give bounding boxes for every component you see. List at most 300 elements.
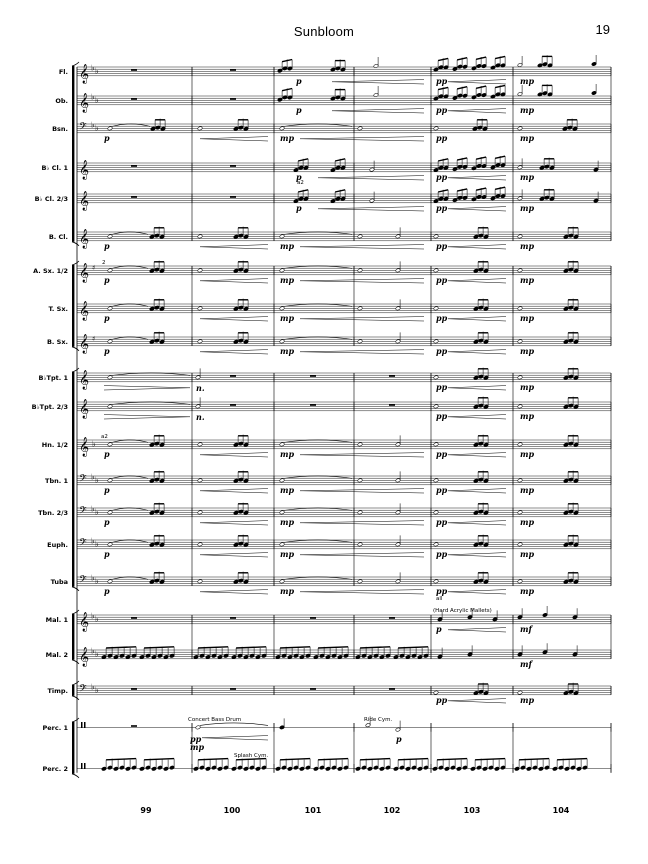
notehead	[433, 442, 438, 447]
measure-number: 100	[223, 806, 241, 815]
whole-rest-icon	[310, 404, 316, 406]
flat-icon: ♭	[91, 682, 95, 692]
a2-annotation: a2	[297, 179, 304, 186]
bass-clef-icon: 𝄢	[79, 472, 87, 487]
instrument-label: Timp.	[47, 686, 68, 695]
dynamic-marking: p	[396, 733, 402, 744]
notehead	[279, 306, 284, 311]
flat-icon: ♭	[95, 123, 99, 133]
crescendo-hairpin	[300, 590, 424, 594]
measure-number: 103	[463, 806, 481, 815]
dynamic-marking: mp	[280, 448, 295, 459]
flat-icon: ♭	[95, 507, 99, 517]
all-annotation: all	[436, 595, 443, 602]
treble-clef-icon: 𝄞	[79, 333, 90, 354]
crescendo-hairpin	[318, 207, 424, 211]
notehead	[517, 442, 522, 447]
dynamic-marking: mp	[520, 171, 535, 182]
crescendo-hairpin	[300, 317, 424, 321]
dynamic-marking: pp	[436, 548, 448, 559]
notehead	[107, 306, 112, 311]
flat-icon: ♭	[95, 576, 99, 586]
dynamic-marking: mp	[520, 484, 535, 495]
beam	[318, 759, 348, 760]
notehead	[517, 478, 522, 483]
crescendo-hairpin	[300, 553, 424, 557]
dynamic-marking: mp	[520, 448, 535, 459]
notehead	[197, 339, 202, 344]
dynamic-marking: mp	[280, 484, 295, 495]
dynamic-marking: mp	[520, 312, 535, 323]
dynamic-marking: pp	[436, 240, 448, 251]
dynamic-marking: mp	[280, 585, 295, 596]
dynamic-marking: pp	[436, 694, 448, 705]
instrument-label: Tbn. 1	[45, 476, 68, 485]
treble-clef-icon: 𝄞	[79, 398, 90, 419]
instrument-label: Hn. 1/2	[41, 440, 68, 449]
flat-icon: ♭	[91, 63, 95, 73]
crescendo-hairpin	[332, 109, 424, 113]
beam	[557, 759, 587, 760]
instrument-label: B. Sx.	[46, 337, 68, 346]
whole-rest-icon	[131, 165, 137, 167]
beam	[280, 759, 310, 760]
dynamic-marking: mp	[280, 345, 295, 356]
notehead	[433, 478, 438, 483]
crescendo-hairpin	[300, 350, 424, 354]
dynamic-marking: pp	[436, 381, 448, 392]
notehead	[433, 579, 438, 584]
dynamic-marking: p	[104, 516, 110, 527]
notehead	[433, 404, 438, 409]
treble-clef-icon: 𝄞	[79, 262, 90, 283]
notehead	[279, 268, 284, 273]
whole-rest-icon	[230, 69, 236, 71]
notehead	[357, 442, 362, 447]
treble-clef-icon: 𝄞	[79, 228, 90, 249]
notehead	[107, 268, 112, 273]
group-bracket	[72, 372, 74, 587]
notehead	[357, 306, 362, 311]
notehead	[357, 579, 362, 584]
crescendo-hairpin	[200, 590, 268, 594]
treble-clef-icon: 𝄞	[79, 436, 90, 457]
instrument-label: Perc. 2	[42, 764, 68, 773]
instrument-label: Bsn.	[52, 124, 68, 133]
instrument-label: Perc. 1	[42, 723, 68, 732]
whole-rest-icon	[230, 375, 236, 377]
bracket-hook-bottom	[72, 347, 79, 351]
notehead	[279, 510, 284, 515]
notehead	[433, 126, 438, 131]
notehead	[517, 375, 522, 380]
whole-rest-icon	[131, 98, 137, 100]
notehead	[517, 126, 522, 131]
treble-clef-icon: 𝄞	[79, 646, 90, 667]
crescendo-hairpin	[300, 489, 424, 493]
crescendo-hairpin	[300, 453, 424, 457]
mallet-annotation: (Hard Acrylic Mallets)	[433, 608, 492, 614]
dynamic-marking: pp	[190, 733, 202, 744]
dynamic-marking: pp	[436, 104, 448, 115]
flat-icon: ♭	[95, 685, 99, 695]
crescendo-hairpin	[448, 317, 506, 321]
dynamic-marking: mp	[280, 132, 295, 143]
treble-clef-icon: 𝄞	[79, 300, 90, 321]
notehead	[357, 268, 362, 273]
notehead	[107, 579, 112, 584]
dynamic-marking: pp	[436, 312, 448, 323]
dynamic-marking: mp	[520, 274, 535, 285]
crescendo-hairpin	[448, 415, 506, 419]
notehead	[357, 339, 362, 344]
notehead	[517, 234, 522, 239]
dynamic-marking: p	[436, 623, 442, 634]
niente-marking: n.	[196, 411, 205, 422]
whole-rest-icon	[230, 98, 236, 100]
tie-slur	[200, 723, 268, 726]
decrescendo-hairpin	[104, 415, 190, 419]
crescendo-hairpin	[200, 521, 268, 525]
crescendo-hairpin	[448, 489, 506, 493]
dynamic-marking: p	[296, 75, 302, 86]
crescendo-hairpin	[200, 279, 268, 283]
beam	[280, 647, 310, 648]
dynamic-marking: mp	[280, 548, 295, 559]
flat-icon: ♭	[91, 646, 95, 656]
bracket-hook-top	[72, 681, 79, 685]
beam	[398, 647, 428, 648]
dynamic-marking: mp	[520, 345, 535, 356]
crescendo-hairpin	[448, 453, 506, 457]
instrument-change-annotation: Splash Cym.	[234, 753, 269, 759]
crescendo-hairpin	[300, 279, 424, 283]
sharp-icon: ♯	[92, 264, 96, 273]
bass-clef-icon: 𝄢	[79, 120, 87, 135]
whole-rest-icon	[389, 404, 395, 406]
crescendo-hairpin	[448, 279, 506, 283]
instrument-label: Mal. 2	[45, 650, 68, 659]
crescendo-hairpin	[448, 386, 506, 390]
instrument-change-annotation: Concert Bass Drum	[188, 717, 242, 723]
notehead	[107, 510, 112, 515]
measure-number: 102	[383, 806, 401, 815]
dynamic-marking: mp	[520, 548, 535, 559]
beam	[398, 759, 428, 760]
bass-clef-icon: 𝄢	[79, 682, 87, 697]
instrument-label: Euph.	[47, 540, 68, 549]
whole-rest-icon	[389, 375, 395, 377]
notehead	[279, 442, 284, 447]
dynamic-marking: mp	[520, 75, 535, 86]
notehead	[279, 579, 284, 584]
measure-number: 99	[140, 806, 152, 815]
instrument-label: Ob.	[55, 96, 68, 105]
notehead	[433, 339, 438, 344]
notehead	[107, 404, 112, 409]
notehead	[197, 510, 202, 515]
group-bracket	[72, 685, 74, 696]
whole-rest-icon	[230, 688, 236, 690]
instrument-label: B♭ Cl. 2/3	[34, 194, 68, 203]
page-title: Sunbloom	[293, 24, 355, 39]
bass-clef-icon: 𝄢	[79, 504, 87, 519]
dynamic-marking: mp	[280, 274, 295, 285]
percussion-clef-icon	[81, 763, 83, 769]
notehead	[197, 579, 202, 584]
dynamic-marking: mf	[520, 658, 532, 669]
notehead	[517, 339, 522, 344]
crescendo-hairpin	[200, 245, 268, 249]
beam	[144, 647, 174, 648]
notehead	[357, 542, 362, 547]
sharp-icon: ♯	[92, 335, 96, 344]
notehead	[195, 725, 200, 730]
crescendo-hairpin	[448, 245, 506, 249]
crescendo-hairpin	[318, 176, 424, 180]
notehead	[107, 339, 112, 344]
beam	[519, 759, 549, 760]
whole-rest-icon	[389, 617, 395, 619]
flat-icon: ♭	[95, 649, 99, 659]
crescendo-hairpin	[448, 207, 506, 211]
dynamic-marking: mp	[190, 741, 205, 752]
dynamic-marking: mp	[520, 585, 535, 596]
dynamic-marking: pp	[436, 132, 448, 143]
notehead	[107, 478, 112, 483]
whole-rest-icon	[230, 617, 236, 619]
notehead	[357, 478, 362, 483]
crescendo-hairpin	[448, 176, 506, 180]
dynamic-marking: pp	[436, 274, 448, 285]
instrument-label: Fl.	[58, 67, 68, 76]
a2-annotation: a2	[101, 434, 108, 440]
flat-icon: ♭	[91, 472, 95, 482]
flat-icon: ♭	[91, 611, 95, 621]
bass-clef-icon: 𝄢	[79, 573, 87, 588]
instrument-label: Tuba	[50, 577, 68, 586]
instrument-label: A. Sx. 1/2	[33, 266, 68, 275]
notehead	[357, 234, 362, 239]
dynamic-marking: mp	[520, 694, 535, 705]
notehead	[197, 126, 202, 131]
notehead	[197, 306, 202, 311]
notehead	[279, 126, 284, 131]
crescendo-hairpin	[200, 317, 268, 321]
whole-rest-icon	[131, 725, 137, 727]
notehead	[433, 306, 438, 311]
whole-rest-icon	[310, 688, 316, 690]
notehead	[197, 542, 202, 547]
dynamic-marking: p	[104, 132, 110, 143]
dynamic-marking: pp	[436, 585, 448, 596]
notehead	[433, 542, 438, 547]
beam	[106, 759, 136, 760]
measure-number: 101	[304, 806, 322, 815]
beam	[198, 759, 228, 760]
percussion-clef-icon	[84, 722, 86, 728]
crescendo-hairpin	[200, 553, 268, 557]
instrument-label: Tbn. 2/3	[38, 508, 68, 517]
flat-icon: ♭	[95, 95, 99, 105]
whole-rest-icon	[131, 688, 137, 690]
instrument-label: T. Sx.	[48, 304, 68, 313]
group-bracket	[72, 265, 74, 347]
bracket-hook-bottom	[72, 242, 79, 246]
crescendo-hairpin	[448, 590, 506, 594]
dynamic-marking: p	[104, 448, 110, 459]
notehead	[517, 510, 522, 515]
beam	[106, 647, 136, 648]
whole-rest-icon	[310, 375, 316, 377]
dynamic-marking: pp	[436, 410, 448, 421]
group-bracket	[72, 614, 74, 660]
notehead	[107, 542, 112, 547]
whole-rest-icon	[389, 688, 395, 690]
flat-icon: ♭	[95, 539, 99, 549]
flat-icon: ♭	[95, 66, 99, 76]
dynamic-marking: pp	[436, 516, 448, 527]
group-bracket	[72, 66, 74, 242]
whole-rest-icon	[131, 69, 137, 71]
bracket-hook-top	[72, 718, 79, 722]
whole-rest-icon	[131, 196, 137, 198]
whole-rest-icon	[131, 617, 137, 619]
crescendo-hairpin	[448, 109, 506, 113]
treble-clef-icon: 𝄞	[79, 92, 90, 113]
beam	[198, 647, 228, 648]
crescendo-hairpin	[200, 489, 268, 493]
notehead	[433, 510, 438, 515]
dynamic-marking: p	[104, 240, 110, 251]
dynamic-marking: mp	[280, 240, 295, 251]
beam	[360, 647, 390, 648]
bracket-hook-bottom	[72, 696, 79, 700]
notehead	[517, 268, 522, 273]
dynamic-marking: p	[104, 312, 110, 323]
dynamic-marking: mp	[520, 104, 535, 115]
bracket-hook-top	[72, 368, 79, 372]
instrument-label: B♭Tpt. 1	[38, 373, 68, 382]
treble-clef-icon: 𝄞	[79, 190, 90, 211]
notehead	[517, 404, 522, 409]
dynamic-marking: mp	[280, 516, 295, 527]
whole-rest-icon	[310, 617, 316, 619]
dynamic-marking: pp	[436, 171, 448, 182]
niente-marking: n.	[196, 382, 205, 393]
crescendo-hairpin	[448, 350, 506, 354]
percussion-clef-icon	[84, 763, 86, 769]
instrument-label: B♭Tpt. 2/3	[31, 402, 68, 411]
crescendo-hairpin	[448, 80, 506, 84]
dynamic-marking: pp	[436, 448, 448, 459]
crescendo-hairpin	[200, 350, 268, 354]
divisi-annotation: 2	[102, 260, 106, 266]
bracket-hook-top	[72, 610, 79, 614]
treble-clef-icon: 𝄞	[79, 159, 90, 180]
notehead	[197, 442, 202, 447]
notehead	[279, 542, 284, 547]
dynamic-marking: p	[104, 585, 110, 596]
treble-clef-icon: 𝄞	[79, 63, 90, 84]
flat-icon: ♭	[95, 475, 99, 485]
bracket-hook-bottom	[72, 660, 79, 664]
dynamic-marking: p	[296, 171, 302, 182]
crescendo-hairpin	[200, 137, 268, 141]
notehead	[279, 339, 284, 344]
notehead	[197, 478, 202, 483]
dynamic-marking: pp	[436, 484, 448, 495]
instrument-label: Mal. 1	[45, 615, 68, 624]
beam	[236, 647, 266, 648]
beam	[437, 759, 467, 760]
crescendo-hairpin	[202, 736, 268, 740]
dynamic-marking: pp	[436, 345, 448, 356]
dynamic-marking: mp	[280, 312, 295, 323]
notehead	[433, 234, 438, 239]
crescendo-hairpin	[300, 245, 424, 249]
notehead	[517, 542, 522, 547]
dynamic-marking: p	[104, 548, 110, 559]
dynamic-marking: mp	[520, 202, 535, 213]
crescendo-hairpin	[200, 453, 268, 457]
beam	[360, 759, 390, 760]
crescendo-hairpin	[448, 699, 506, 703]
dynamic-marking: mp	[520, 410, 535, 421]
crescendo-hairpin	[332, 80, 424, 84]
notehead	[107, 126, 112, 131]
notehead	[433, 268, 438, 273]
page-number: 19	[595, 22, 610, 37]
notehead	[107, 234, 112, 239]
instrument-change-annotation: Ride Cym.	[364, 717, 393, 723]
dynamic-marking: mf	[520, 623, 532, 634]
whole-rest-icon	[230, 196, 236, 198]
dynamic-marking: p	[104, 484, 110, 495]
dynamic-marking: mp	[520, 132, 535, 143]
whole-rest-icon	[230, 165, 236, 167]
group-bracket	[72, 722, 74, 774]
flat-icon: ♭	[91, 504, 95, 514]
crescendo-hairpin	[448, 553, 506, 557]
dynamic-marking: p	[296, 104, 302, 115]
dynamic-marking: mp	[520, 240, 535, 251]
beam	[144, 759, 174, 760]
crescendo-hairpin	[300, 137, 424, 141]
notehead	[357, 510, 362, 515]
bracket-hook-bottom	[72, 774, 79, 778]
notehead	[197, 268, 202, 273]
flat-icon: ♭	[91, 536, 95, 546]
notehead	[279, 478, 284, 483]
instrument-label: B. Cl.	[48, 232, 68, 241]
dynamic-marking: pp	[436, 202, 448, 213]
flat-icon: ♭	[91, 573, 95, 583]
notehead	[433, 375, 438, 380]
treble-clef-icon: 𝄞	[79, 369, 90, 390]
bracket-hook-top	[72, 62, 79, 66]
dynamic-marking: p	[104, 274, 110, 285]
flat-icon: ♭	[91, 120, 95, 130]
percussion-clef-icon	[81, 722, 83, 728]
beam	[475, 759, 505, 760]
notehead	[357, 126, 362, 131]
crescendo-hairpin	[448, 521, 506, 525]
notehead	[517, 306, 522, 311]
instrument-label: B♭ Cl. 1	[41, 163, 68, 172]
flat-icon: ♭	[95, 614, 99, 624]
decrescendo-hairpin	[104, 386, 190, 390]
